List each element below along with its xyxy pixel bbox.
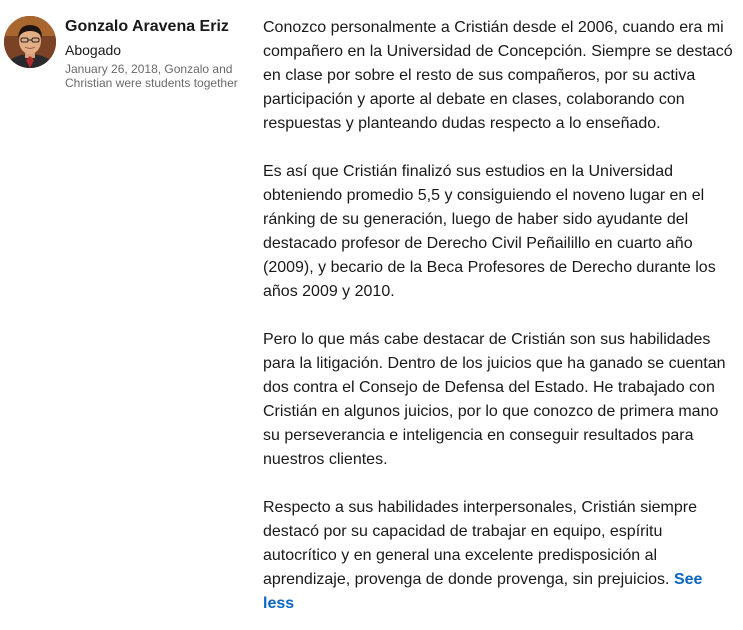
avatar[interactable] [4,16,56,68]
recommender-info [65,16,249,90]
recommendation-paragraph-4 [263,496,737,616]
recommendation-date-relationship: January 26, 2018, Gonzalo and Christian were students together [65,62,238,90]
recommendation-paragraph-1: Conozco personalmente a Cristián desde el 2006, cuando era mi compañero en la Universidad de Concepción. Siempre se destacó en clase por sobre el resto de sus compañeros, por su activa participación y aporte al debate en clases, colaborando con respuestas y planteando dudas respecto a lo enseñado. [263,19,733,132]
recommendation-paragraph-3: Pero lo que más cabe destacar de Cristián son sus habilidades para la litigación. Dentro de los juicios que ha ganado se cuentan dos contra el Consejo de Defensa del Estado. He trabajado con Cristián en algunos juicios, por lo que conozco de primera mano su perseverancia e inteligencia en conseguir resultados para nuestros clientes. [263,331,726,468]
recommender-name-link[interactable]: Gonzalo Aravena Eriz [65,18,229,35]
see-less-button[interactable]: See less [263,571,703,612]
recommendation-paragraph-4-text: Respecto a sus habilidades interpersonales, Cristián siempre destacó por su capacidad de trabajar en equipo, espíritu autocrítico y en general una excelente predisposición al aprendizaje, provenga de donde provenga, sin prejuicios. [263,499,697,588]
recommendation-text [263,16,737,616]
recommendation-paragraph-2: Es así que Cristián finalizó sus estudios en la Universidad obteniendo promedio 5,5 y consiguiendo el noveno lugar en el ránking de su generación, luego de haber sido ayudante del destacado profesor de Derecho Civil Peñailillo en cuarto año (2009), y becario de la Beca Profesores de Derecho durante los años 2009 y 2010. [263,163,716,300]
avatar-portrait-icon [4,16,56,68]
recommender-headline: Abogado [65,42,122,58]
